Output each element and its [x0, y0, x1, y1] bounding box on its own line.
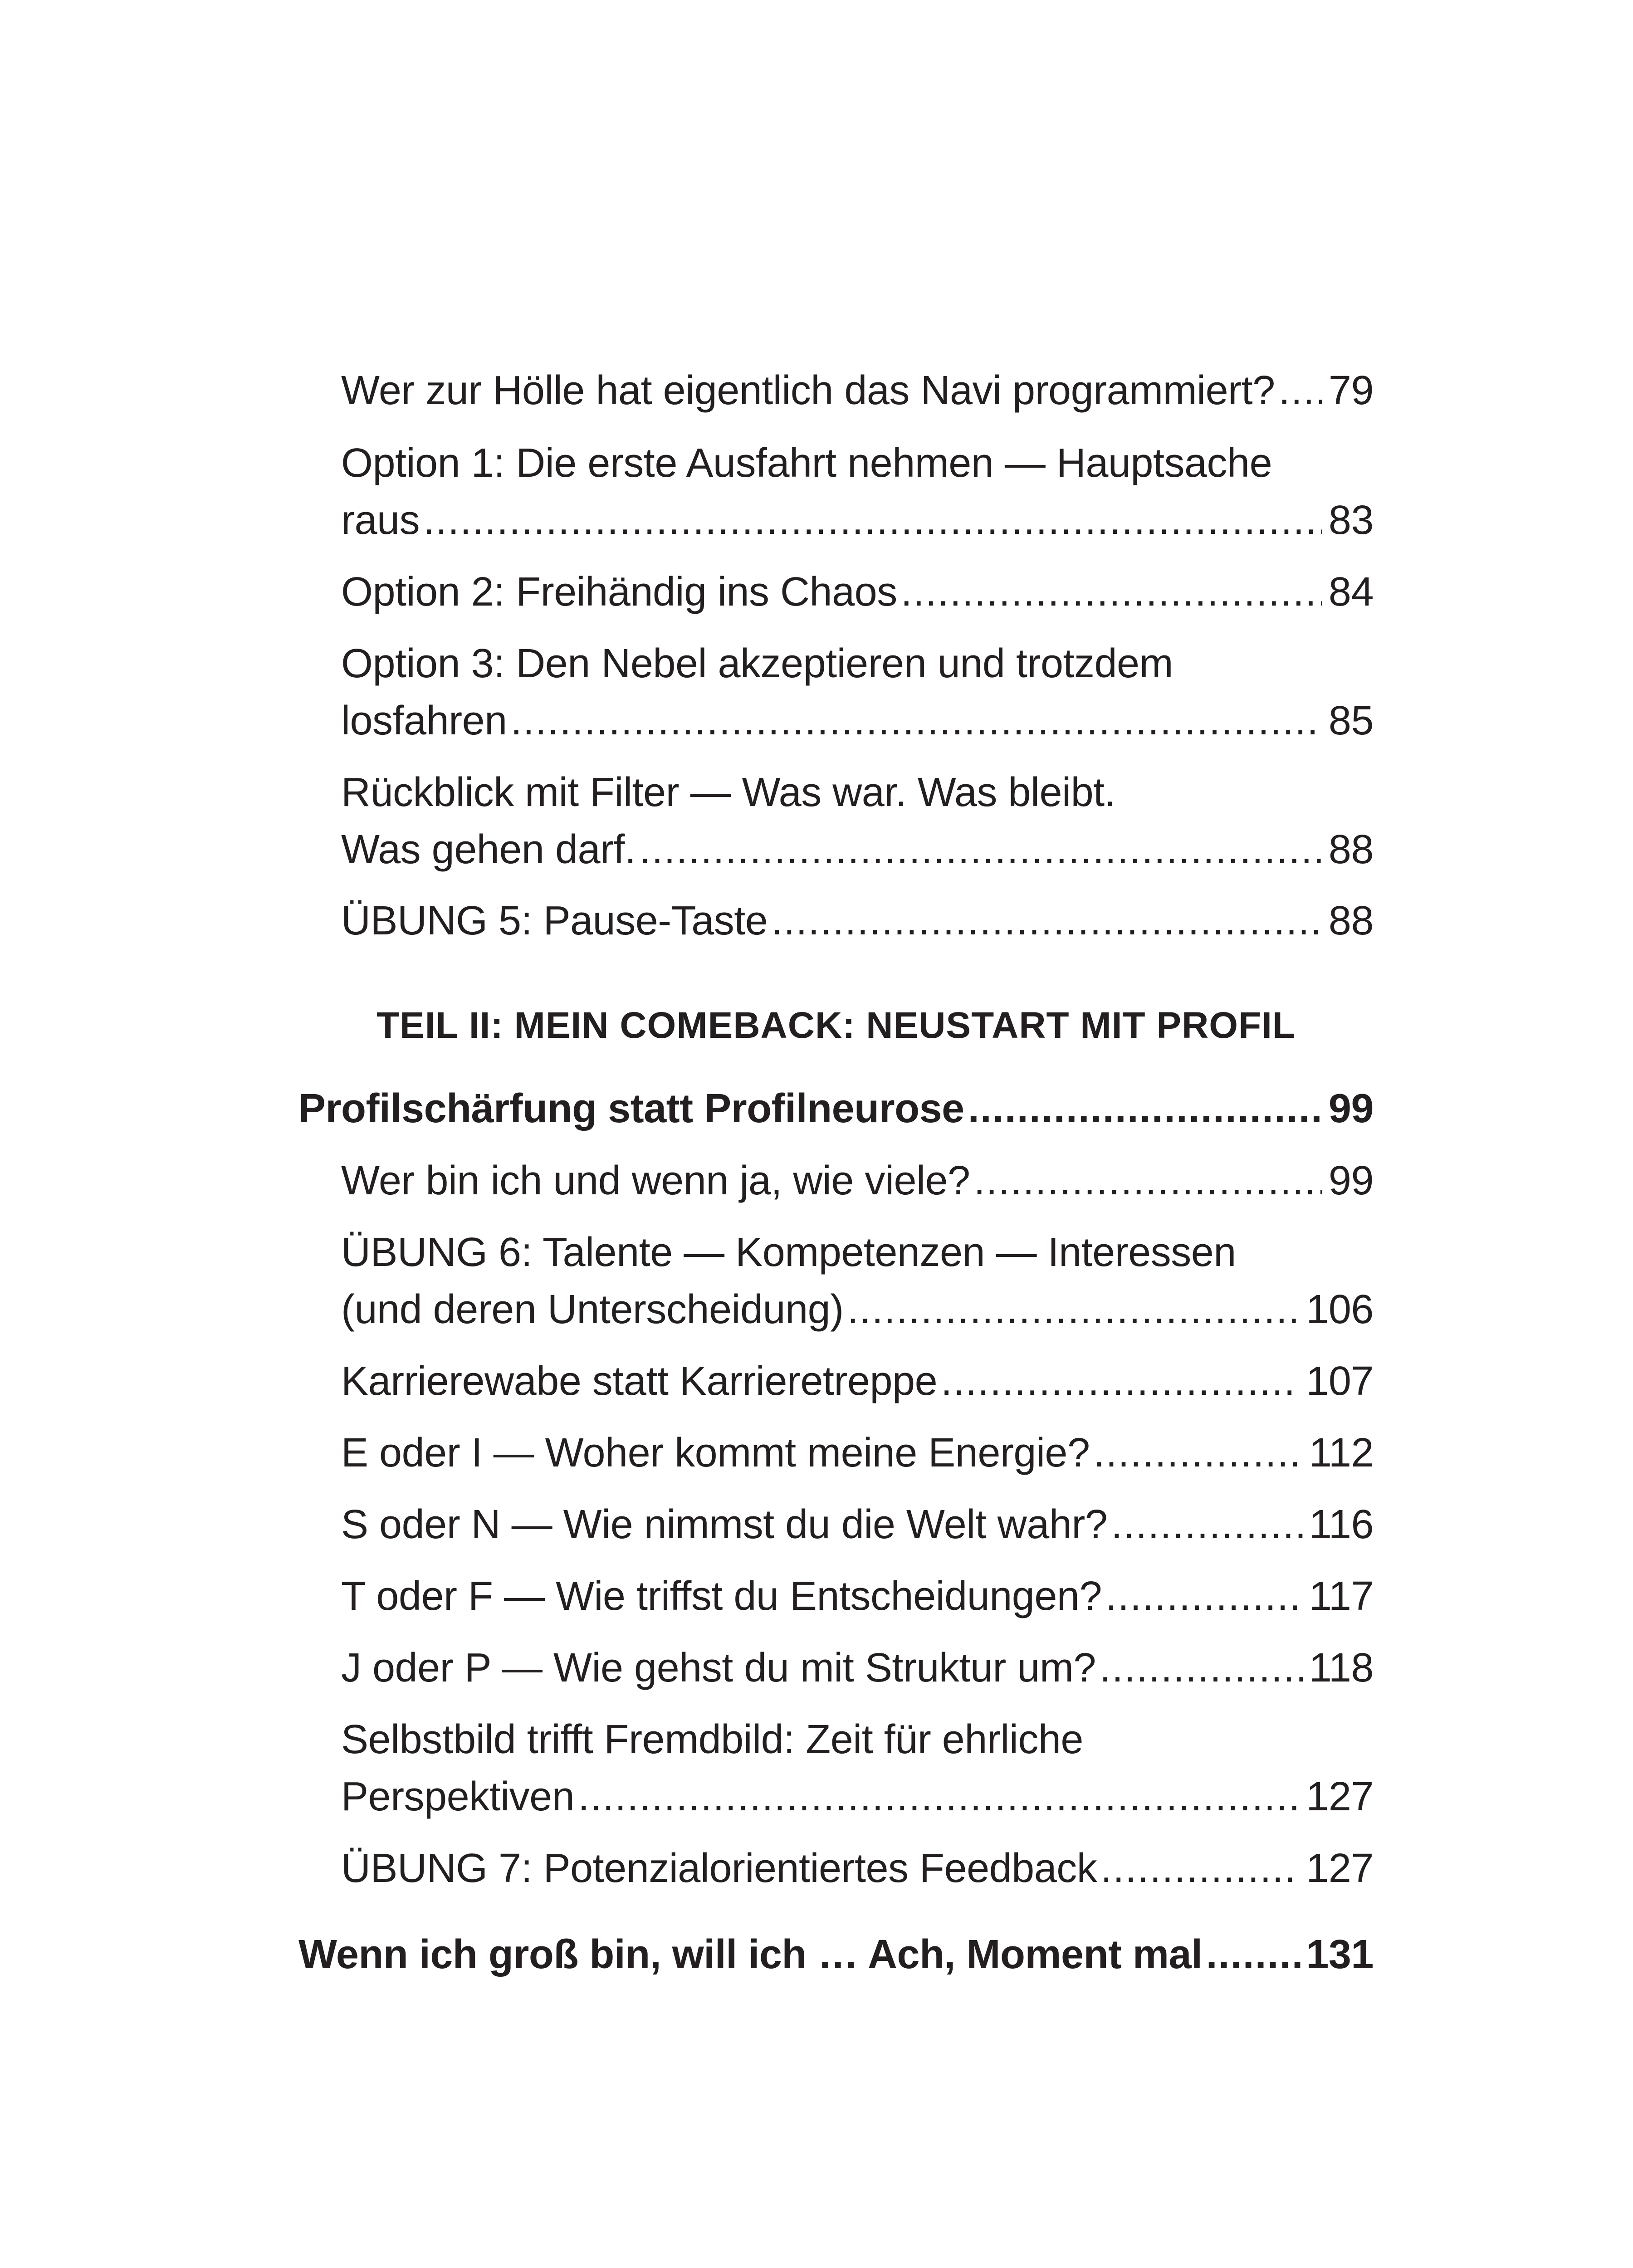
toc-entry-title-line2: raus [341, 498, 420, 543]
toc-chapter [298, 1926, 1374, 1983]
toc-entry-title-line1: ÜBUNG 6: Talente — Kompetenzen — Interessen [341, 1230, 1236, 1275]
toc-entry [341, 1711, 1374, 1825]
toc-page-number: 118 [1309, 1645, 1374, 1691]
toc-page-number: 85 [1328, 698, 1374, 743]
toc-chapter [298, 1080, 1374, 1137]
dot-leader [1105, 1568, 1303, 1625]
toc-entry [341, 1496, 1374, 1553]
toc-page-number: 79 [1328, 368, 1374, 413]
toc-entry-title-line2: losfahren [341, 698, 507, 743]
toc-page-number: 88 [1328, 827, 1374, 872]
toc-entry-title-line1: Rückblick mit Filter — Was war. Was bleibt. [341, 770, 1116, 815]
toc-entry [341, 892, 1374, 949]
toc-page-number: 84 [1328, 569, 1374, 615]
toc-entry-title-line1: Option 1: Die erste Ausfahrt nehmen — Hauptsache [341, 440, 1272, 486]
part-heading: TEIL II: MEIN COMEBACK: NEUSTART MIT PROFIL [376, 1005, 1296, 1046]
toc-entry [341, 1840, 1374, 1897]
toc-entry-title: T oder F — Wie triffst du Entscheidungen? [341, 1574, 1102, 1619]
toc-entry-title-line2: Perspektiven [341, 1774, 575, 1819]
dot-leader [423, 492, 1322, 549]
dot-leader [941, 1353, 1300, 1410]
toc-entry [341, 1224, 1374, 1338]
toc-page-number: 99 [1328, 1086, 1374, 1131]
toc-entry [341, 1424, 1374, 1481]
dot-leader [771, 892, 1322, 949]
toc-chapter-title: Profilschärfung statt Profilneurose [298, 1086, 964, 1131]
toc-entry-title-line1: Selbstbild trifft Fremdbild: Zeit für ehrliche [341, 1717, 1083, 1762]
toc-page-number: 117 [1309, 1574, 1374, 1619]
dot-leader [578, 1768, 1300, 1825]
dot-leader [974, 1152, 1322, 1209]
dot-leader [1094, 1424, 1303, 1481]
toc-page-number: 116 [1309, 1502, 1374, 1547]
dot-leader [1100, 1840, 1300, 1897]
toc-entry-title: ÜBUNG 7: Potenzialorientiertes Feedback [341, 1846, 1097, 1891]
toc-entry [341, 1639, 1374, 1696]
dot-leader [901, 563, 1322, 621]
toc-entry-title: E oder I — Woher kommt meine Energie? [341, 1430, 1090, 1476]
dot-leader [511, 692, 1322, 749]
toc-entry [341, 764, 1374, 878]
toc-page-number: 127 [1306, 1846, 1374, 1891]
toc-entry-title-line2: (und deren Unterscheidung) [341, 1287, 844, 1332]
toc-entry-title: Wer bin ich und wenn ja, wie viele? [341, 1158, 970, 1203]
dot-leader [640, 821, 1322, 878]
toc-entry-title-line2: Was gehen darf. [341, 827, 636, 872]
toc-page-number: 99 [1328, 1158, 1374, 1203]
toc-entry [341, 1152, 1374, 1209]
toc-entry-title: ÜBUNG 5: Pause-Taste [341, 898, 768, 943]
toc-page-number: 127 [1306, 1774, 1374, 1819]
toc-page-number: 107 [1306, 1359, 1374, 1404]
toc-page-number: 83 [1328, 498, 1374, 543]
dot-leader [1111, 1496, 1303, 1553]
dot-leader [847, 1281, 1300, 1338]
toc-entry-title: Wer zur Hölle hat eigentlich das Navi programmiert? [341, 368, 1275, 413]
toc-entry [341, 635, 1374, 749]
toc-entry [341, 563, 1374, 621]
dot-leader [1279, 362, 1322, 419]
toc-entry [341, 1568, 1374, 1625]
toc-entry [341, 1353, 1374, 1410]
toc-page-number: 131 [1306, 1932, 1374, 1977]
toc-chapter-title: Wenn ich groß bin, will ich … Ach, Moment mal [298, 1932, 1203, 1977]
toc-entry [341, 435, 1374, 549]
toc-entry-title-line1: Option 3: Den Nebel akzeptieren und trotzdem [341, 641, 1173, 686]
toc-entry-title: S oder N — Wie nimmst du die Welt wahr? [341, 1502, 1108, 1547]
toc-entry-title: J oder P — Wie gehst du mit Struktur um? [341, 1645, 1096, 1691]
toc-page-number: 112 [1309, 1430, 1374, 1476]
dot-leader [1100, 1639, 1303, 1696]
toc-entry [341, 362, 1374, 419]
toc-entry-title: Karrierewabe statt Karrieretreppe [341, 1359, 938, 1404]
toc-entry-title: Option 2: Freihändig ins Chaos [341, 569, 897, 615]
dot-leader [1206, 1926, 1304, 1983]
toc-page-number: 88 [1328, 898, 1374, 943]
dot-leader [968, 1080, 1326, 1137]
toc-page-number: 106 [1306, 1287, 1374, 1332]
